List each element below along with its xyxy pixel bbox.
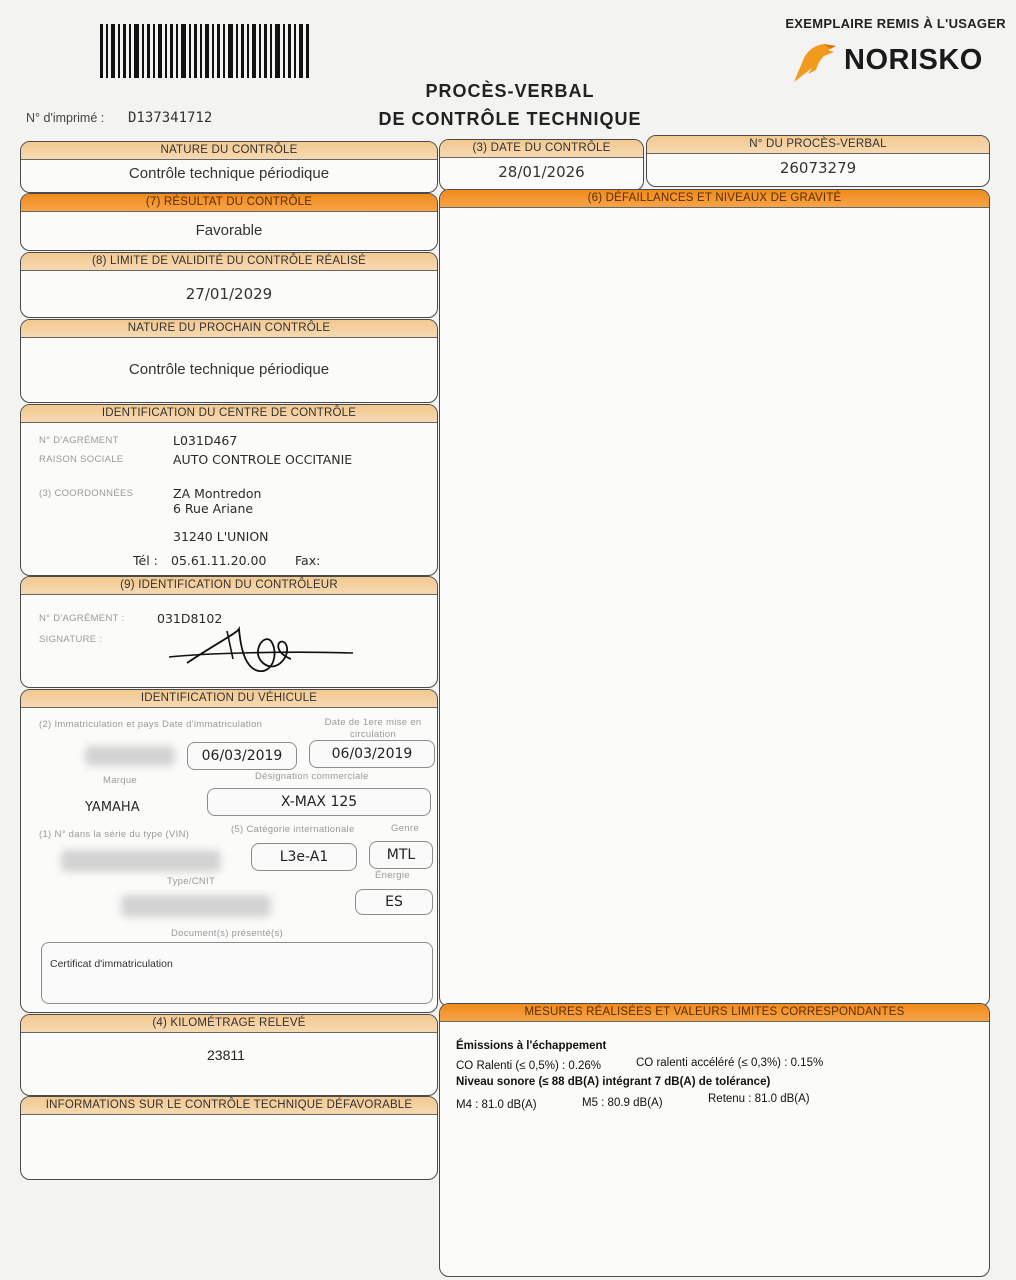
centre-addr3: 31240 L'UNION (173, 529, 269, 544)
co-accelere: CO ralenti accéléré (≤ 0,3%) : 0.15% (636, 1057, 824, 1069)
proces-verbal-header: N° DU PROCÈS-VERBAL (647, 136, 989, 154)
type-label: Type/CNIT (167, 876, 216, 887)
resultat-value: Favorable (195, 222, 263, 239)
date-controle-header: (3) DATE DU CONTRÔLE (440, 140, 643, 158)
defavorable-header: INFORMATIONS SUR LE CONTRÔLE TECHNIQUE DÉFAVORABLE (21, 1097, 437, 1115)
signature-label: SIGNATURE : (39, 634, 103, 645)
mesures-box (439, 1003, 990, 1277)
genre-label: Genre (391, 823, 419, 834)
centre-agrement: L031D467 (173, 433, 238, 448)
centre-addr1: ZA Montredon (173, 486, 262, 501)
docs-value: Certificat d'immatriculation (50, 958, 173, 970)
marque-value: YAMAHA (85, 800, 140, 815)
centre-tel-label: Tél : (133, 553, 158, 568)
brand-name: NORISKO (844, 44, 983, 76)
title-line2: DE CONTRÔLE TECHNIQUE (378, 109, 642, 129)
designation-label: Désignation commerciale (255, 771, 369, 782)
limite-header: (8) LIMITE DE VALIDITÉ DU CONTRÔLE RÉALISÉ (21, 253, 437, 271)
proces-verbal-box (646, 135, 990, 187)
prochain-value: Contrôle technique périodique (128, 361, 330, 378)
centre-addr2: 6 Rue Ariane (173, 501, 254, 516)
km-header: (4) KILOMÉTRAGE RELEVÉ (21, 1015, 437, 1033)
categorie-field: L3e-A1 (251, 843, 357, 871)
energie-field: ES (355, 889, 433, 915)
docs-field (41, 942, 433, 1004)
km-box (20, 1014, 438, 1096)
date-controle-box (439, 139, 644, 191)
vin-label: (1) N° dans la série du type (VIN) (39, 829, 190, 840)
centre-tel: 05.61.11.20.00 (171, 553, 267, 568)
docs-label: Document(s) présenté(s) (171, 928, 283, 939)
prochain-header: NATURE DU PROCHAIN CONTRÔLE (21, 320, 437, 338)
retenu-value: Retenu : 81.0 dB(A) (708, 1093, 810, 1105)
immatriculation-redacted (85, 746, 175, 766)
km-value: 23811 (207, 1047, 245, 1063)
vehicule-header: IDENTIFICATION DU VÉHICULE (21, 690, 437, 708)
limite-value: 27/01/2029 (185, 285, 273, 303)
vin-redacted (61, 850, 221, 872)
marque-label: Marque (103, 775, 138, 786)
immat-label: (2) Immatriculation et pays Date d'immatriculation (39, 719, 263, 730)
energie-label: Énergie (375, 870, 410, 881)
defavorable-box (20, 1096, 438, 1180)
copy-note: EXEMPLAIRE REMIS À L'USAGER (785, 16, 1006, 31)
m4-value: M4 : 81.0 dB(A) (456, 1099, 537, 1111)
date-circ-label: Date de 1ere mise en circulation (324, 717, 422, 740)
centre-raison-label: RAISON SOCIALE (39, 454, 124, 465)
nature-controle-header: NATURE DU CONTRÔLE (21, 142, 437, 160)
sonore-title: Niveau sonore (≤ 88 dB(A) intégrant 7 dB(A) de tolérance) (456, 1076, 771, 1088)
date-controle-value: 28/01/2026 (498, 163, 585, 181)
limite-box (20, 252, 438, 318)
m5-value: M5 : 80.9 dB(A) (582, 1097, 663, 1109)
resultat-box (20, 193, 438, 251)
controleur-box (20, 576, 438, 688)
controleur-agrement-label: N° D'AGRÉMENT : (39, 613, 125, 624)
defaillances-header: (6) DÉFAILLANCES ET NIVEAUX DE GRAVITÉ (440, 190, 989, 208)
print-number-label: N° d'imprimé : (26, 111, 105, 125)
barcode-icon (100, 24, 312, 78)
date-circ-field: 06/03/2019 (309, 740, 435, 768)
centre-box (20, 404, 438, 576)
centre-raison: AUTO CONTROLE OCCITANIE (173, 452, 353, 467)
centre-agrement-label: N° D'AGRÉMENT (39, 435, 119, 446)
title-line1: PROCÈS-VERBAL (425, 81, 595, 101)
defaillances-box (439, 189, 990, 1007)
emissions-title: Émissions à l'échappement (456, 1040, 607, 1052)
categorie-label: (5) Catégorie internationale (231, 824, 355, 835)
prochain-box (20, 319, 438, 403)
vehicule-box (20, 689, 438, 1013)
centre-fax-label: Fax: (295, 553, 321, 568)
print-number: D137341712 (128, 110, 213, 126)
designation-field: X-MAX 125 (207, 788, 431, 816)
nature-controle-box (20, 141, 438, 193)
controleur-header: (9) IDENTIFICATION DU CONTRÔLEUR (21, 577, 437, 595)
controleur-agrement: 031D8102 (157, 611, 223, 626)
genre-field: MTL (369, 841, 433, 869)
eagle-logo-icon (790, 40, 838, 84)
date-immat-field: 06/03/2019 (187, 742, 297, 770)
centre-coord-label: (3) COORDONNÉES (39, 488, 134, 499)
proces-verbal-value: 26073279 (779, 159, 857, 177)
co-ralenti: CO Ralenti (≤ 0,5%) : 0.26% (456, 1060, 602, 1072)
signature-image (167, 623, 357, 679)
mesures-header: MESURES RÉALISÉES ET VALEURS LIMITES CORRESPONDANTES (440, 1004, 989, 1022)
resultat-header: (7) RÉSULTAT DU CONTRÔLE (21, 194, 437, 212)
type-redacted (121, 895, 271, 917)
nature-controle-value: Contrôle technique périodique (128, 165, 330, 182)
centre-header: IDENTIFICATION DU CENTRE DE CONTRÔLE (21, 405, 437, 423)
